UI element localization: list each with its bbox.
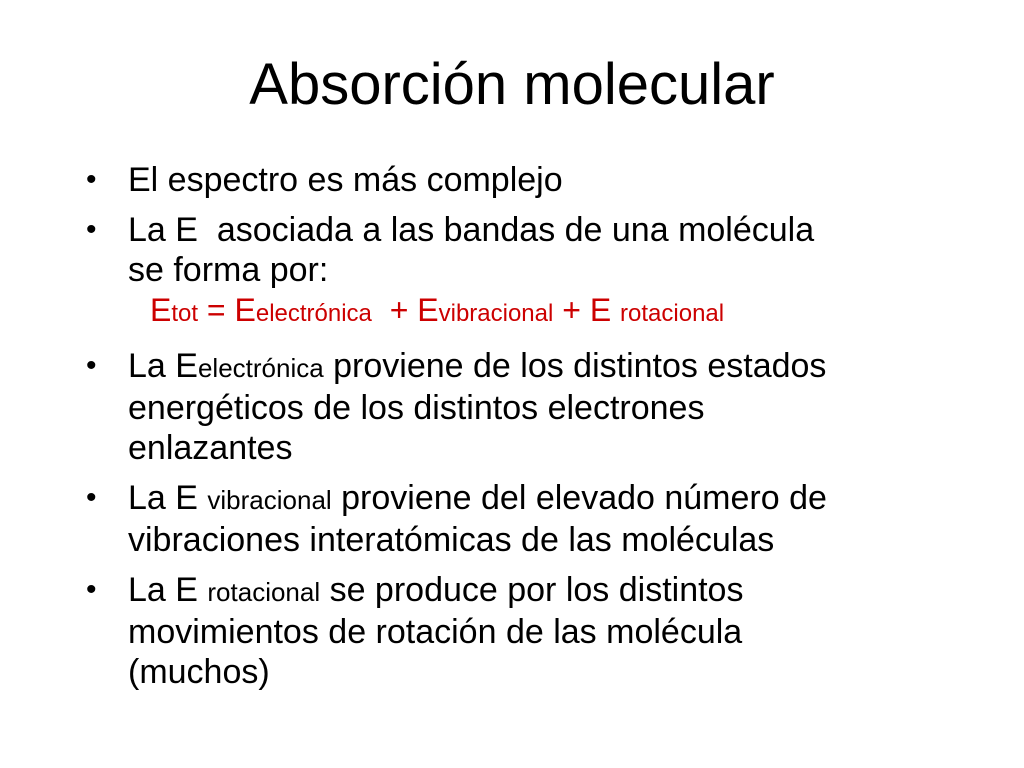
bullet-text: La E <box>128 347 198 385</box>
slide-title: Absorción molecular <box>249 52 775 117</box>
bullet-sub: electrónica <box>197 353 324 383</box>
bullet-text: La E <box>128 479 208 517</box>
bullet-item-4 <box>86 478 986 560</box>
bullet-line <box>128 478 986 520</box>
bullet-glyph: • <box>86 573 97 606</box>
bullet-line <box>128 346 986 388</box>
bullet-glyph: • <box>86 349 97 382</box>
bullet-line <box>128 570 986 612</box>
bullet-line: energéticos de los distintos electrones <box>128 389 705 427</box>
bullet-text: se produce por los distintos <box>320 571 744 609</box>
formula-sub: tot <box>171 300 199 327</box>
formula-sub: electrónica <box>255 300 372 327</box>
bullet-line: vibraciones interatómicas de las moléculas <box>128 521 775 559</box>
formula-sub: vibracional <box>438 300 554 327</box>
formula-op: = <box>198 292 235 328</box>
bullet-line: La E asociada a las bandas de una molécula <box>128 211 815 249</box>
bullet-text: proviene de los distintos estados <box>323 347 827 385</box>
bullet-item-2 <box>86 210 986 290</box>
formula-op: + <box>371 292 418 328</box>
formula-e: E <box>150 292 172 328</box>
bullet-text: El espectro es más complejo <box>128 161 563 199</box>
bullet-glyph: • <box>86 481 97 514</box>
bullet-text: proviene del elevado número de <box>331 479 827 517</box>
bullet-sub: rotacional <box>207 577 321 607</box>
bullet-glyph: • <box>86 213 97 246</box>
formula-e: E <box>234 292 256 328</box>
bullet-list <box>86 160 986 702</box>
bullet-glyph: • <box>86 163 97 196</box>
formula-op: + <box>553 292 590 328</box>
bullet-item-5 <box>86 570 986 692</box>
bullet-line: se forma por: <box>128 251 329 289</box>
energy-formula <box>86 290 986 334</box>
bullet-item-3 <box>86 346 986 468</box>
formula-e: E <box>589 292 621 328</box>
bullet-line: movimientos de rotación de las molécula <box>128 613 743 651</box>
bullet-line: (muchos) <box>128 653 270 691</box>
bullet-text: La E <box>128 571 208 609</box>
bullet-line: enlazantes <box>128 429 293 467</box>
formula-sub: rotacional <box>620 300 725 327</box>
bullet-item-1 <box>86 160 986 200</box>
bullet-sub: vibracional <box>207 485 332 515</box>
formula-e: E <box>417 292 439 328</box>
